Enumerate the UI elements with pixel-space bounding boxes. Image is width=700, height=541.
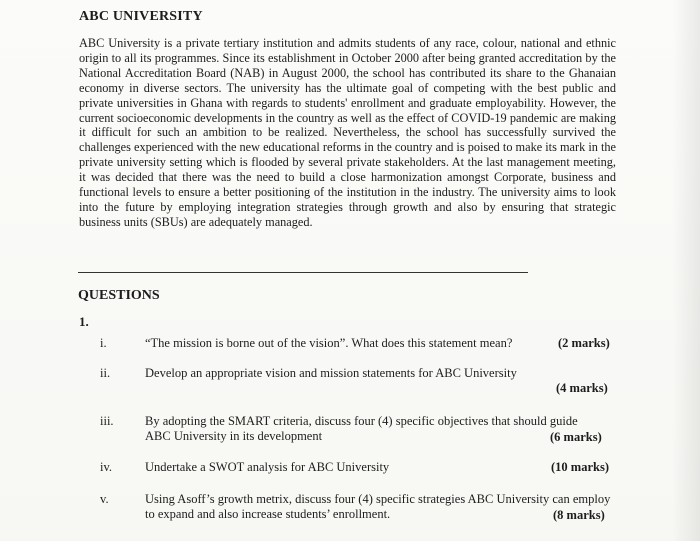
case-paragraph: ABC University is a private tertiary institution and admits students of any race, colour, national and ethnic origin to all its programmes. Since its establishment in October 2000 after being granted accreditation by the National Accreditation Board (NAB) in August 2000, the school has contributed its share to the Ghanaian economy in diverse sectors. The university has the ultimate goal of competing with the best public and private universities in Ghana with regards to students' enrollment and graduate employability. However, the current socioeconomic developments in the country as well as the effect of COVID-19 pandemic are making it difficult for such an ambition to be realized. Nevertheless, the school has successfully survived the challenges experienced with the new educational reforms in the country and is poised to make its mark in the private university setting which is flooded by several private stakeholders. At the last management meeting, it was decided that there was the need to build a close harmonization amongst Corporate, business and functional levels to ensure a better positioning of the institution in the industry. The university aims to look into the future by employing integration strategies through growth and also by ensuring that strategic business units (SBUs) are adequately managed.: [79, 36, 616, 229]
document-title: ABC UNIVERSITY: [79, 9, 203, 24]
page-edge-shadow: [672, 0, 700, 541]
item-numeral: i.: [100, 336, 107, 350]
item-numeral: v.: [100, 492, 109, 506]
item-marks: (8 marks): [553, 508, 605, 522]
item-numeral: ii.: [100, 366, 111, 380]
item-text: By adopting the SMART criteria, discuss four (4) specific objectives that should guide ABC University in its development: [145, 414, 578, 443]
item-marks: (2 marks): [558, 336, 610, 350]
questions-heading: QUESTIONS: [78, 288, 160, 303]
item-text: “The mission is borne out of the vision”. What does this statement mean?: [145, 336, 513, 350]
question-number: 1.: [79, 314, 89, 329]
item-text: Undertake a SWOT analysis for ABC University: [145, 460, 390, 474]
item-marks: (10 marks): [551, 460, 609, 474]
item-text: Develop an appropriate vision and mission statements for ABC University: [145, 366, 517, 380]
item-marks: (6 marks): [550, 430, 602, 444]
item-text: Using Asoff’s growth metrix, discuss four (4) specific strategies ABC University can employ to expand and also increase students’ enrollment.: [145, 492, 611, 521]
item-numeral: iv.: [100, 460, 113, 474]
section-divider: [78, 272, 528, 273]
item-numeral: iii.: [100, 414, 114, 428]
item-marks: (4 marks): [556, 381, 608, 395]
